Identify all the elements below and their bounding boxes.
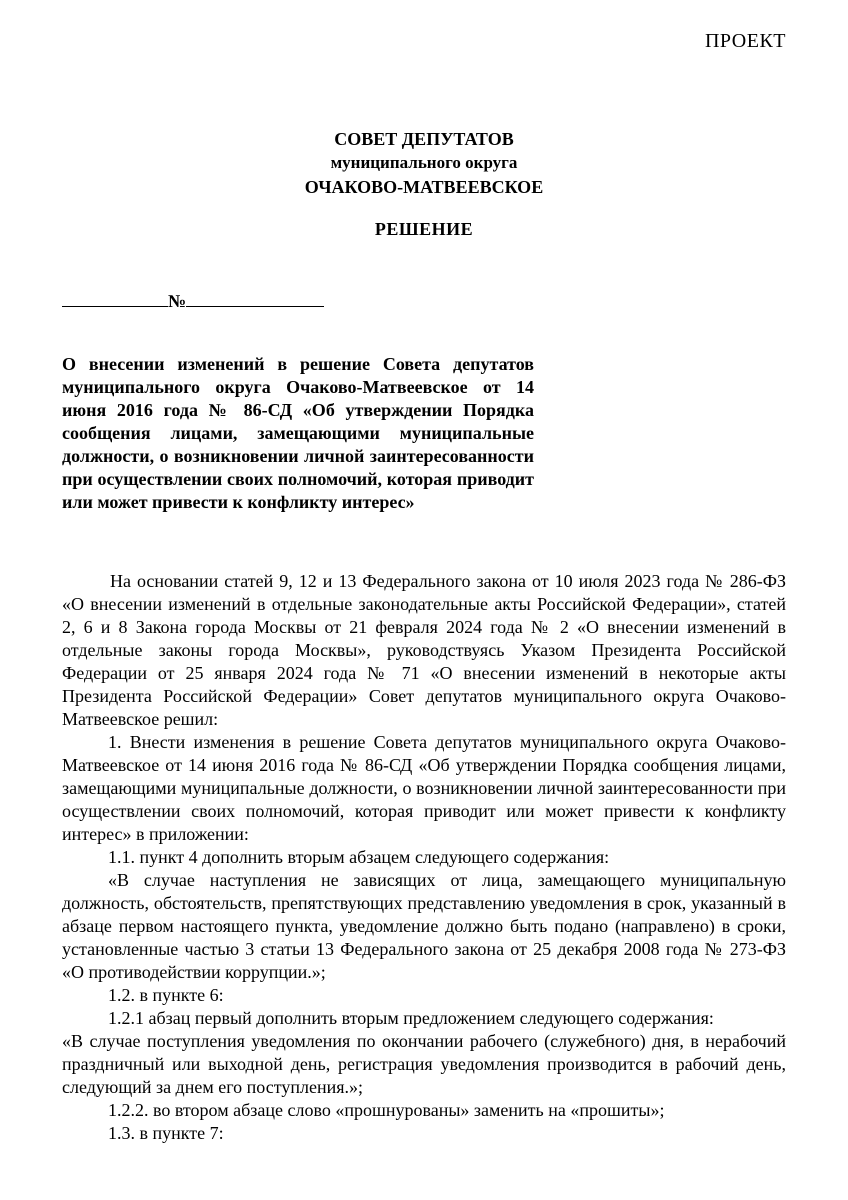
council-header — [0, 127, 848, 199]
district-subtitle: муниципального округа — [330, 153, 518, 172]
council-name: СОВЕТ ДЕПУТАТОВ — [334, 129, 514, 149]
item-1-1: 1.1. пункт 4 дополнить вторым абзацем следующего содержания: — [108, 847, 610, 867]
item-1-2-2: 1.2.2. во втором абзаце слово «прошнурованы» заменить на «прошиты»; — [108, 1100, 665, 1120]
item-1-2-1: 1.2.1 абзац первый дополнить вторым предложением следующего содержания: — [108, 1008, 714, 1028]
preamble-paragraph: На основании статей 9, 12 и 13 Федерального закона от 10 июля 2023 года № 286-ФЗ «О внесении изменений в отдельные законодательные акты Российской Федерации», статей 2, 6 и 8 Закона города Москвы от 21 февраля 2024 года № 2 «О внесении изменений в отдельные законы города Москвы», руководствуясь Указом Президента Российской Федерации от 25 января 2024 года № 71 «О внесении изменений в некоторые акты Президента Российской Федерации» Совет депутатов муниципального округа Очаково-Матвеевское решил: — [62, 571, 786, 729]
item-1-2-1-text: «В случае поступления уведомления по окончании рабочего (служебного) дня, в нерабочий праздничный или выходной день, регистрация уведомления производится в рабочий день, следующий за днем его поступления.»; — [62, 1031, 786, 1097]
district-name: ОЧАКОВО-МАТВЕЕВСКОЕ — [304, 177, 544, 197]
item-1-1-text: «В случае наступления не зависящих от лица, замещающего муниципальную должность, обстоятельств, препятствующих представлению уведомления в срок, указанный в абзаце первом настоящего пункта, уведомление должно быть подано (направлено) в сроки, установленные частью 3 статьи 13 Федерального закона от 25 декабря 2008 года № 273-ФЗ «О противодействии коррупции.»; — [62, 870, 786, 982]
item-1-2: 1.2. в пункте 6: — [108, 985, 224, 1005]
decision-title: РЕШЕНИЕ — [374, 219, 474, 239]
decision-subject: О внесении изменений в решение Совета депутатов муниципального округа Очаково-Матвеевское от 14 июня 2016 года № 86-СД «Об утверждении Порядка сообщения лицами, замещающими муниципальные должности, о возникновении личной заинтересованности при осуществлении своих полномочий, которая приводит или может привести к конфликту интерес» — [62, 354, 534, 512]
item-1: 1. Внести изменения в решение Совета депутатов муниципального округа Очаково-Матвеевское от 14 июня 2016 года № 86-СД «Об утверждении Порядка сообщения лицами, замещающими муниципальные должности, о возникновении личной заинтересованности при осуществлении своих полномочий, которая приводит или может привести к конфликту интерес» в приложении: — [62, 732, 786, 844]
number-sign: № — [168, 291, 187, 311]
decision-body — [62, 570, 786, 1145]
item-1-3: 1.3. в пункте 7: — [108, 1123, 224, 1143]
date-number-line — [62, 287, 324, 312]
date-blank — [62, 287, 168, 307]
number-blank — [186, 287, 324, 307]
draft-mark: ПРОЕКТ — [704, 30, 786, 52]
